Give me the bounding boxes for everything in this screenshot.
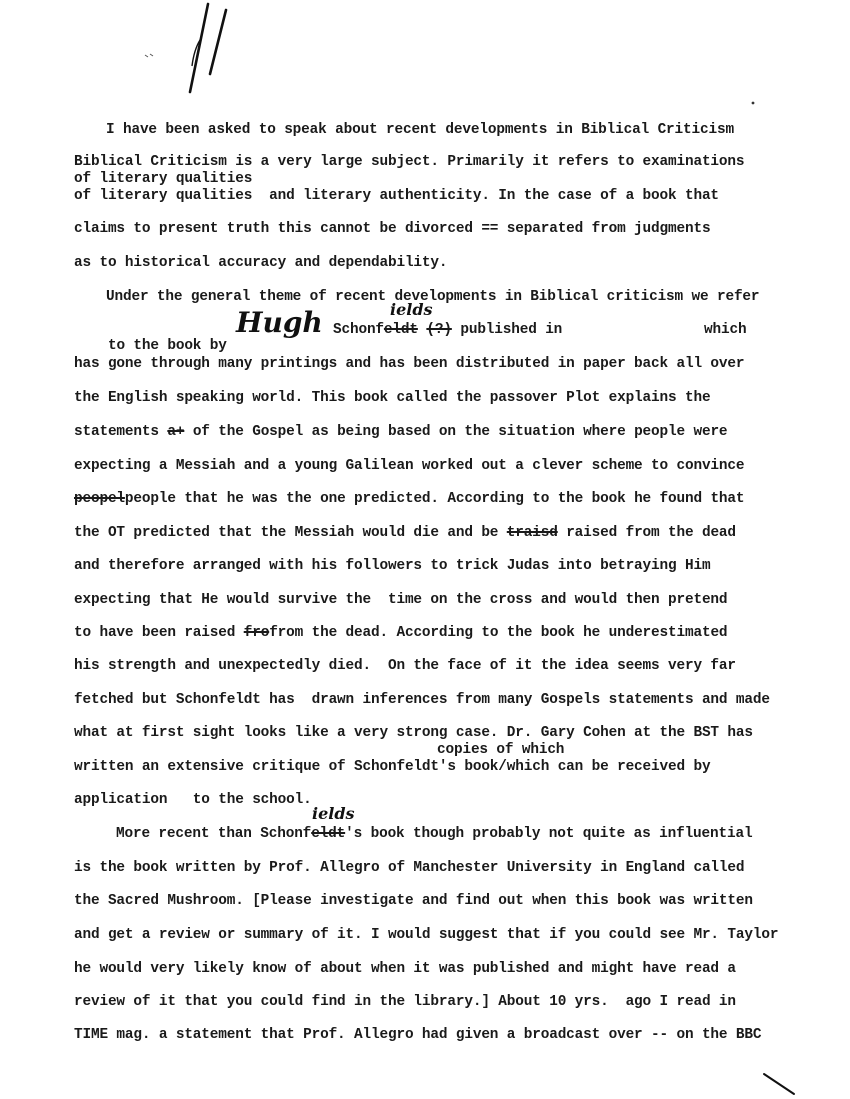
paragraph-2-line-3: has gone through many printings and has been distributed in paper back all over [74,356,745,372]
paragraph-1-line-5: claims to present truth this cannot be divorced == separated from judgments [74,221,711,237]
text-more-recent: More recent than Schonf [116,826,312,842]
handwritten-ields-correction-2: ields [312,804,355,823]
paragraph-2-line-14: what at first sight looks like a very strong case. Dr. Gary Cohen at the BST has [74,725,753,741]
stray-mark [144,52,156,60]
stray-dot [750,100,756,106]
text-statements: statements [74,424,168,440]
paragraph-2-line-12: his strength and unexpectedly died. On the face of it the idea seems very far [74,658,736,674]
paragraph-2-line-8 [74,525,736,541]
paragraph-2-line-9: and therefore arranged with his followers to trick Judas into betraying Him [74,558,711,574]
paragraph-3-line-3: the Sacred Mushroom. [Please investigate and find out when this book was written [74,893,753,909]
text-from-the-dead: from the dead. According to the book he underestimated [269,625,728,641]
handwritten-ields-correction: ields [390,300,433,319]
text-published-in: published in [460,322,563,338]
text-raised-from-dead: raised from the dead [557,525,736,541]
struck-typo: traisd [506,525,558,541]
paragraph-2-line-11 [74,625,727,641]
paragraph-1-line-3: of literary qualities [74,171,253,187]
text-gospel-situation: of the Gospel as being based on the situation where people were [184,424,728,440]
paragraph-3-line-4: and get a review or summary of it. I would suggest that if you could see Mr. Taylor [74,927,779,943]
struck-typo: fro [243,625,270,641]
paragraph-2-line-5 [74,424,727,440]
paragraph-1-line-4: of literary qualities and literary authenticity. In the case of a book that [74,188,719,204]
paragraph-3-line-6: review of it that you could find in the library.] About 10 yrs. ago I read in [74,994,736,1010]
paragraph-1-line-1: I have been asked to speak about recent developments in Biblical Criticism [106,122,734,138]
paragraph-3-line-5: he would very likely know of about when it was published and might have read a [74,961,736,977]
paragraph-2-line-10: expecting that He would survive the time on the cross and would then pretend [74,592,728,608]
paragraph-2-line-6: expecting a Messiah and a young Galilean worked out a clever scheme to convince [74,458,745,474]
text-to-have-been-raised: to have been raised [74,625,244,641]
author-name-struck: eldt [383,322,418,338]
page-number-mark [180,0,240,100]
paragraph-2-line-1: Under the general theme of recent developments in Biblical criticism we refer [106,289,760,305]
paragraph-2-line-15: written an extensive critique of Schonfeldt's book/which can be received by [74,759,711,775]
text-ot-predicted: the OT predicted that the Messiah would die and be [74,525,507,541]
text-book-influential: 's book though probably not quite as influential [345,826,753,842]
text-which: which [704,322,747,338]
text-to-the-book-by: to the book by [107,338,227,354]
paragraph-2-line-16: application to the school. [74,792,312,808]
paragraph-2-line-7 [74,491,744,507]
handwritten-hugh: Hugh [236,306,323,339]
paragraph-2-line-4: the English speaking world. This book called the passover Plot explains the [74,390,711,406]
text-people-predicted: people that he was the one predicted. According to the book he found that [124,491,745,507]
corner-slash-mark [762,1072,798,1098]
author-name-typed [333,322,562,338]
author-name-struck: eldt [311,826,346,842]
paragraph-3-line-1 [116,826,752,842]
paragraph-3-line-7: TIME mag. a statement that Prof. Allegro had given a broadcast over -- on the BBC [74,1027,762,1043]
paragraph-1-line-2: Biblical Criticism is a very large subject. Primarily it refers to examinations [74,154,745,170]
inserted-text-copies-of-which: copies of which [437,742,565,758]
paragraph-1-line-6: as to historical accuracy and dependability. [74,255,448,271]
paragraph-2-line-13: fetched but Schonfeldt has drawn inferences from many Gospels statements and made [74,692,770,708]
struck-typo: a+ [167,424,185,440]
struck-query: (?) [426,322,452,338]
author-name-prefix: Schonf [333,322,384,338]
struck-typo: peopel [74,491,125,507]
paragraph-3-line-2: is the book written by Prof. Allegro of Manchester University in England called [74,860,745,876]
